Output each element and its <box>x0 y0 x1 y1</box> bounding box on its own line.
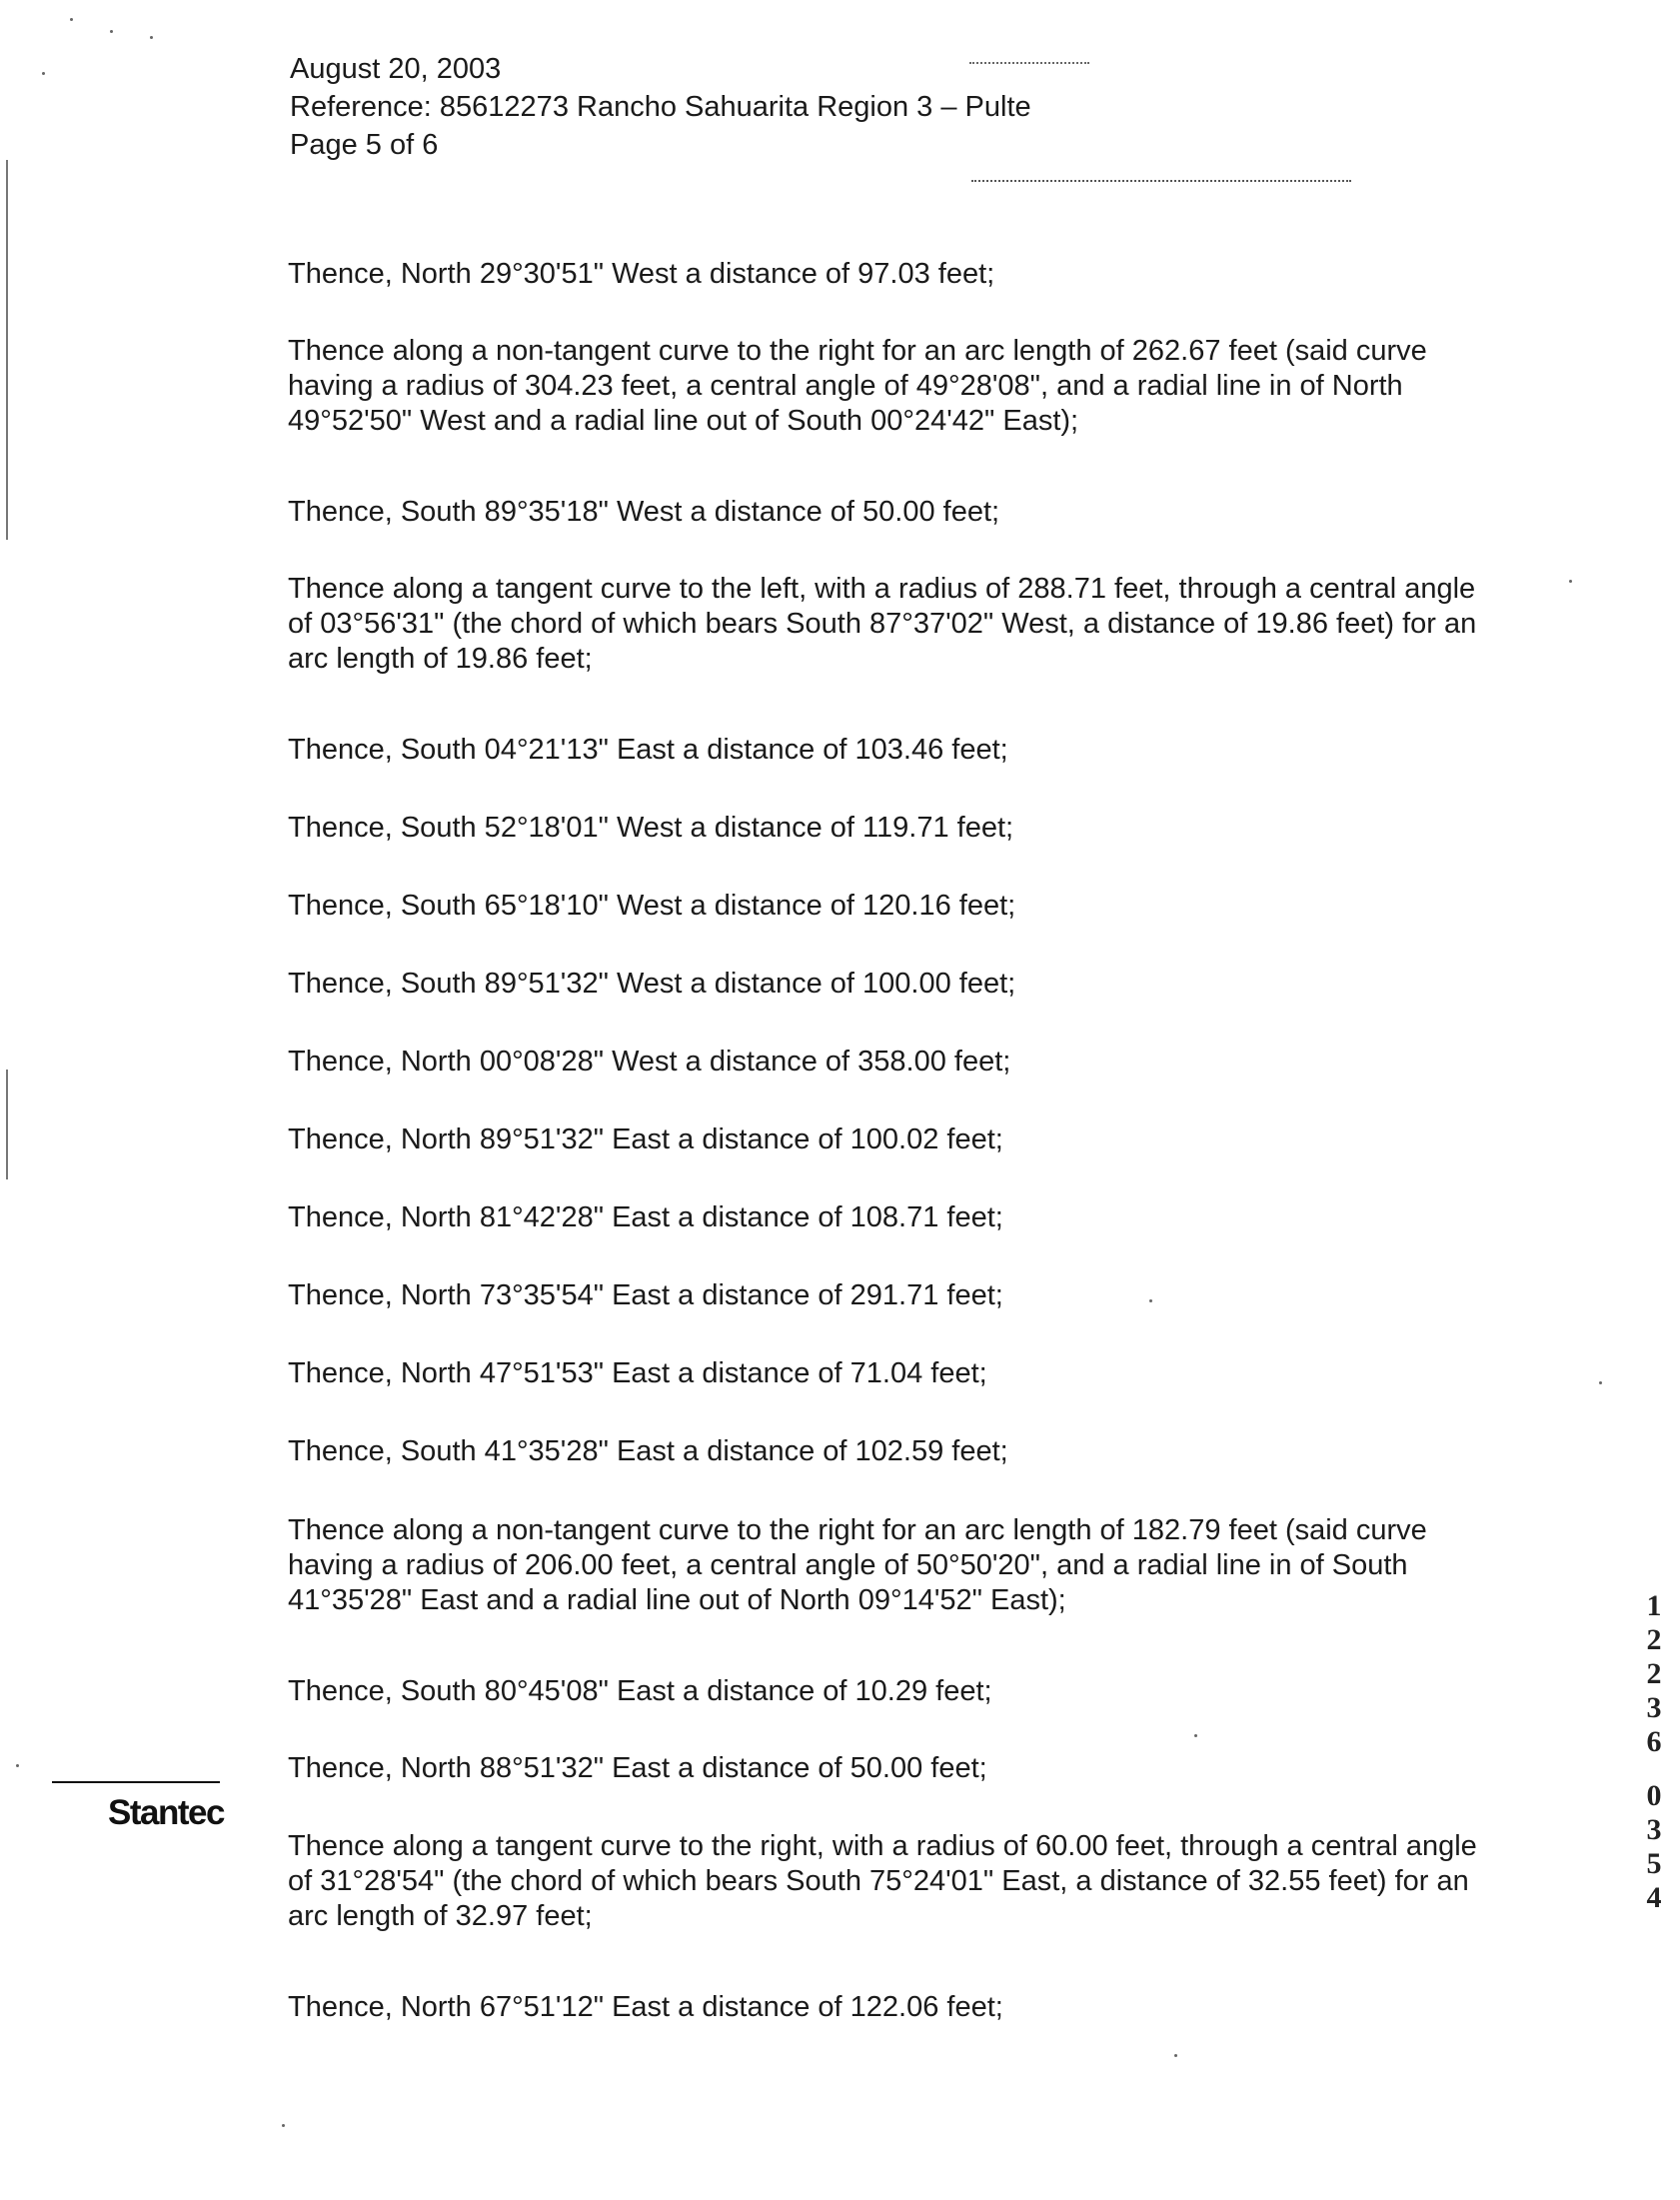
course-paragraph: Thence, North 47°51'53" East a distance of 71.04 feet; <box>288 1357 987 1389</box>
letter-header <box>290 50 1031 164</box>
stantec-logo <box>52 1781 230 1833</box>
course-paragraph: Thence, North 88°51'32" East a distance of 50.00 feet; <box>288 1752 987 1784</box>
stamp-gap <box>1639 1759 1669 1779</box>
course-paragraph: Thence, North 29°30'51" West a distance of 97.03 feet; <box>288 258 995 290</box>
course-paragraph: Thence, South 89°51'32" West a distance of 100.00 feet; <box>288 968 1016 1000</box>
stamp-digit: 2 <box>1646 1623 1662 1656</box>
scan-speck <box>1599 1381 1602 1384</box>
logo-wordmark: Stantec <box>108 1793 224 1832</box>
header-dotted-rule <box>971 180 1351 182</box>
course-paragraph: Thence, South 04°21'13" East a distance of 103.46 feet; <box>288 734 1008 766</box>
course-paragraph: Thence, North 89°51'32" East a distance of 100.02 feet; <box>288 1123 1003 1155</box>
course-paragraph: Thence along a tangent curve to the left, with a radius of 288.71 feet, through a central angle of 03°56'31" (the chord of which bears South 87°37'02" West, a distance of 19.86 feet) for an arc length of 19.86 feet; <box>288 573 1477 675</box>
header-dotted-mark <box>969 62 1089 64</box>
scan-speck <box>16 1764 19 1767</box>
stamp-digit: 3 <box>1646 1813 1662 1846</box>
scan-speck <box>1149 1299 1152 1302</box>
stamp-digit: 0 <box>1646 1779 1662 1812</box>
course-paragraph: Thence, North 81°42'28" East a distance of 108.71 feet; <box>288 1201 1003 1233</box>
stamp-digit: 2 <box>1646 1657 1662 1690</box>
logo-rule <box>52 1781 220 1783</box>
stamp-digit: 6 <box>1646 1725 1662 1758</box>
scan-speck <box>70 18 73 21</box>
stamp-digit: 4 <box>1646 1881 1662 1914</box>
stamp-digit: 5 <box>1646 1847 1662 1880</box>
course-paragraph: Thence, North 73°35'54" East a distance of 291.71 feet; <box>288 1279 1003 1311</box>
course-paragraph: Thence along a tangent curve to the right, with a radius of 60.00 feet, through a central angle of 31°28'54" (the chord of which bears South 75°24'01" East, a distance of 32.55 feet) for an arc length of 32.97 feet; <box>288 1830 1477 1932</box>
scan-speck <box>282 2124 285 2127</box>
stamp-digit: 3 <box>1646 1691 1662 1724</box>
scan-speck <box>42 72 45 75</box>
header-reference: Reference: 85612273 Rancho Sahuarita Region 3 – Pulte <box>290 91 1031 123</box>
course-paragraph: Thence along a non-tangent curve to the right for an arc length of 182.79 feet (said curve having a radius of 206.00 feet, a central angle of 50°50'20", and a radial line in of South 41°35'28" East and a radial line out of North 09°14'52" East); <box>288 1514 1427 1616</box>
scan-speck <box>1569 580 1572 583</box>
course-paragraph: Thence, South 80°45'08" East a distance of 10.29 feet; <box>288 1675 992 1707</box>
course-paragraph: Thence, South 41°35'28" East a distance of 102.59 feet; <box>288 1435 1008 1467</box>
scan-speck <box>1194 1734 1197 1737</box>
course-paragraph: Thence along a non-tangent curve to the right for an arc length of 262.67 feet (said curve having a radius of 304.23 feet, a central angle of 49°28'08", and a radial line in of North 49°52'50" West and a radial line out of South 00°24'42" East); <box>288 335 1427 437</box>
scan-speck <box>110 30 113 33</box>
scan-margin-line <box>6 1070 8 1179</box>
course-paragraph: Thence, South 89°35'18" West a distance of 50.00 feet; <box>288 496 1000 528</box>
scan-speck <box>150 36 153 39</box>
course-paragraph: Thence, South 52°18'01" West a distance of 119.71 feet; <box>288 812 1014 844</box>
course-paragraph: Thence, South 65°18'10" West a distance of 120.16 feet; <box>288 890 1016 922</box>
header-date: August 20, 2003 <box>290 53 502 85</box>
header-page-number: Page 5 of 6 <box>290 129 439 161</box>
recording-stamp <box>1639 1589 1669 1915</box>
course-paragraph: Thence, North 67°51'12" East a distance of 122.06 feet; <box>288 1991 1003 2023</box>
course-paragraph: Thence, North 00°08'28" West a distance of 358.00 feet; <box>288 1046 1011 1078</box>
scan-margin-line <box>6 160 8 540</box>
scan-speck <box>1174 2054 1177 2057</box>
stamp-digit: 1 <box>1646 1589 1662 1622</box>
